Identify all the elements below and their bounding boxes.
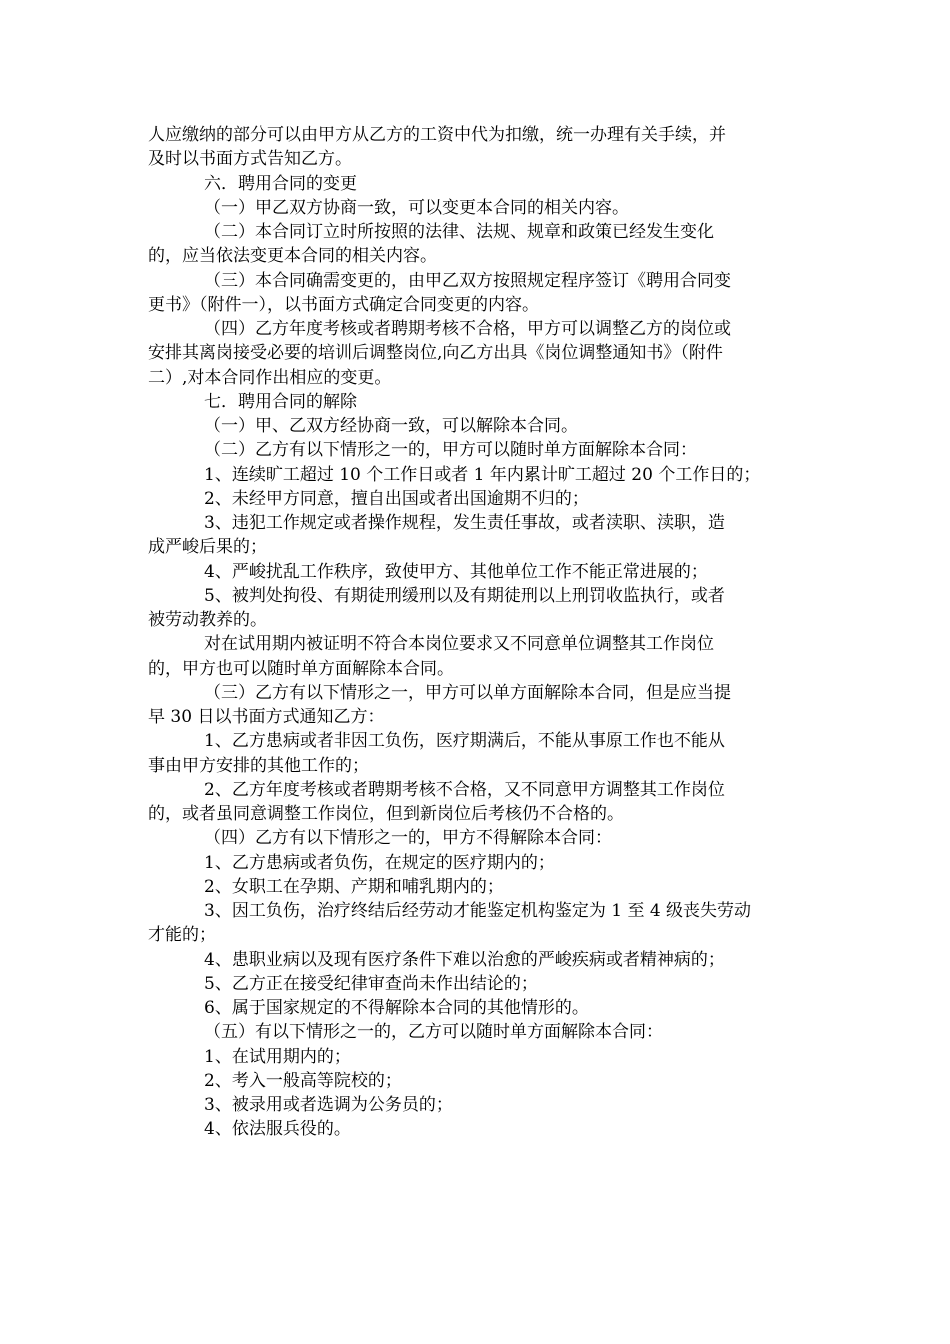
paragraph-line-indented: 5、被判处拘役、有期徒刑缓刑以及有期徒刑以上刑罚收监执行，或者 xyxy=(204,585,725,606)
paragraph-line-indented: 3、被录用或者选调为公务员的； xyxy=(204,1095,453,1115)
paragraph-line-indented: （二）乙方有以下情形之一的，甲方可以随时单方面解除本合同： xyxy=(204,440,697,461)
paragraph-line-indented: （五）有以下情形之一的，乙方可以随时单方面解除本合同： xyxy=(204,1022,663,1043)
paragraph-line-indented: 4、严峻扰乱工作秩序，致使甲方、其他单位工作不能正常进展的； xyxy=(204,561,708,582)
paragraph-line: 及时以书面方式告知乙方。 xyxy=(148,149,352,170)
paragraph-line: 成严峻后果的； xyxy=(148,537,267,558)
paragraph-line: 的，或者虽同意调整工作岗位，但到新岗位后考核仍不合格的。 xyxy=(148,804,624,824)
paragraph-line-indented: 2、女职工在孕期、产期和哺乳期内的； xyxy=(204,876,504,897)
paragraph-line-indented: （三）本合同确需变更的，由甲乙双方按照规定程序签订《聘用合同变 xyxy=(204,270,731,291)
paragraph-line: 人应缴纳的部分可以由甲方从乙方的工资中代为扣缴，统一办理有关手续，并 xyxy=(148,125,726,145)
paragraph-line-indented: 3、违犯工作规定或者操作规程，发生责任事故，或者渎职、渎职，造 xyxy=(204,513,725,533)
paragraph-line-indented: 1、连续旷工超过 10 个工作日或者 1 年内累计旷工超过 20 个工作日的； xyxy=(204,464,761,485)
paragraph-line-indented: 4、患职业病以及现有医疗条件下难以治愈的严峻疾病或者精神病的； xyxy=(204,949,725,970)
paragraph-line: 的，甲方也可以随时单方面解除本合同。 xyxy=(148,658,454,679)
paragraph-line-indented: 4、依法服兵役的。 xyxy=(204,1119,351,1140)
paragraph-line-indented: 5、乙方正在接受纪律审查尚未作出结论的； xyxy=(204,973,538,994)
paragraph-line-indented: （一）甲乙双方协商一致，可以变更本合同的相关内容。 xyxy=(204,197,629,218)
paragraph-line-indented: （四）乙方有以下情形之一的，甲方不得解除本合同： xyxy=(204,828,612,849)
paragraph-line-indented: （二）本合同订立时所按照的法律、法规、规章和政策已经发生变化 xyxy=(204,222,714,242)
paragraph-line-indented: 1、乙方患病或者负伤，在规定的医疗期内的； xyxy=(204,852,555,873)
paragraph-line-indented: （四）乙方年度考核或者聘期考核不合格，甲方可以调整乙方的岗位或 xyxy=(204,319,731,339)
paragraph-line: 二）,对本合同作出相应的变更。 xyxy=(148,367,392,388)
paragraph-line-indented: 2、未经甲方同意，擅自出国或者出国逾期不归的； xyxy=(204,488,589,509)
paragraph-line: 更书》（附件一），以书面方式确定合同变更的内容。 xyxy=(148,294,539,315)
paragraph-line-indented: 2、乙方年度考核或者聘期考核不合格，又不同意甲方调整其工作岗位 xyxy=(204,779,725,800)
paragraph-line-indented: 七．聘用合同的解除 xyxy=(204,391,357,412)
paragraph-line: 早 30 日以书面方式通知乙方： xyxy=(148,707,385,727)
paragraph-line: 才能的； xyxy=(148,925,216,946)
paragraph-line: 的，应当依法变更本合同的相关内容。 xyxy=(148,246,437,267)
paragraph-line: 事由甲方安排的其他工作的； xyxy=(148,755,369,776)
paragraph-line-indented: 六．聘用合同的变更 xyxy=(204,173,357,194)
paragraph-line-indented: 6、属于国家规定的不得解除本合同的其他情形的。 xyxy=(204,998,589,1018)
paragraph-line: 安排其离岗接受必要的培训后调整岗位,向乙方出具《岗位调整通知书》（附件 xyxy=(148,343,723,364)
paragraph-line: 被劳动教养的。 xyxy=(148,610,267,630)
document-body xyxy=(148,123,802,1142)
paragraph-line-indented: 1、乙方患病或者非因工负伤，医疗期满后，不能从事原工作也不能从 xyxy=(204,731,725,752)
paragraph-line-indented: 1、在试用期内的； xyxy=(204,1046,351,1067)
paragraph-line-indented: （三）乙方有以下情形之一，甲方可以单方面解除本合同，但是应当提 xyxy=(204,682,731,703)
paragraph-line-indented: 2、考入一般高等院校的； xyxy=(204,1070,402,1091)
paragraph-line-indented: （一）甲、乙双方经协商一致，可以解除本合同。 xyxy=(204,416,578,436)
paragraph-line-indented: 对在试用期内被证明不符合本岗位要求又不同意单位调整其工作岗位 xyxy=(204,634,714,655)
paragraph-line-indented: 3、因工负伤，治疗终结后经劳动才能鉴定机构鉴定为 1 至 4 级丧失劳动 xyxy=(204,901,752,921)
